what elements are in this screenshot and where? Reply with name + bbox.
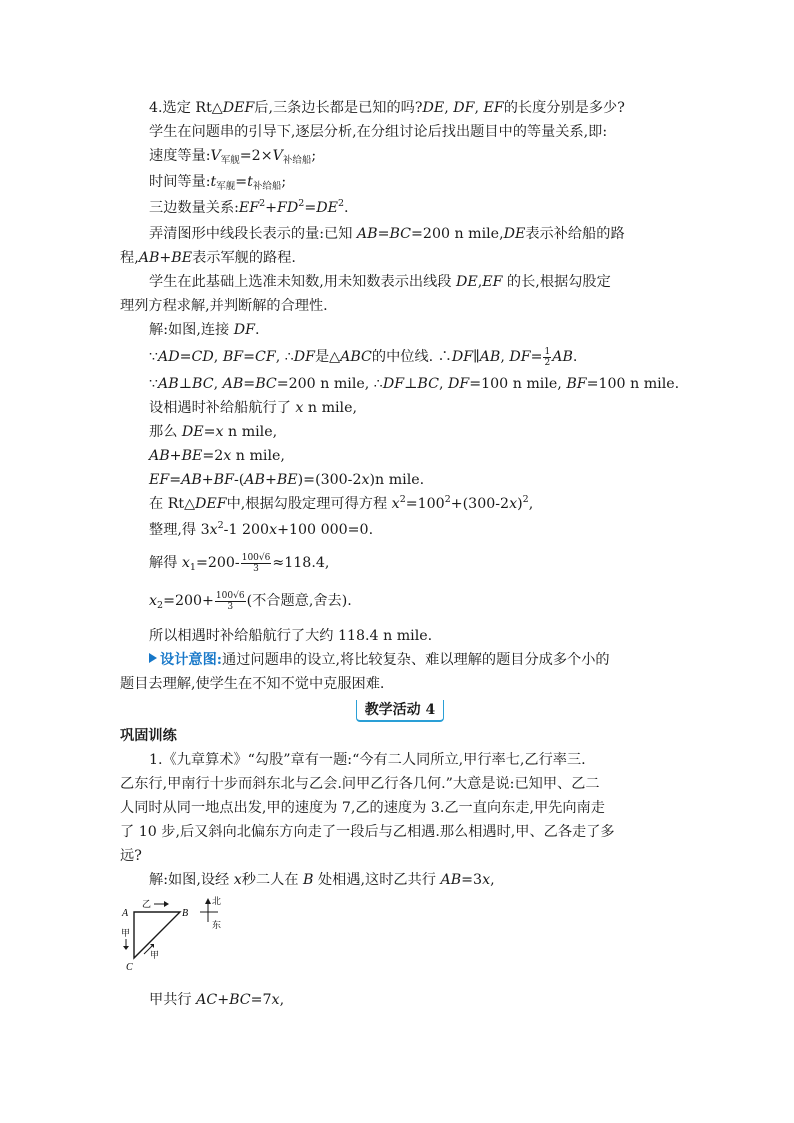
text: ,	[500, 349, 510, 365]
math: x	[149, 593, 158, 609]
triangle-diagram	[120, 894, 280, 986]
activity-heading	[120, 700, 680, 722]
ab-be-expression	[120, 444, 680, 468]
math: EF	[483, 100, 504, 116]
text: +	[217, 992, 230, 1008]
root-1	[120, 548, 680, 578]
fraction-root	[241, 553, 272, 574]
text: 秒二人在	[241, 872, 304, 888]
superscript: 2	[259, 198, 266, 209]
text: ;	[311, 148, 317, 164]
math: FD	[277, 200, 299, 216]
text: =200+	[163, 593, 214, 609]
problem-line-3: 人同时从同一地点出发,甲的速度为 7,乙的速度为 3.乙一直向东走,甲先向南走	[120, 800, 605, 816]
denominator: 3	[253, 563, 259, 574]
math: x	[215, 424, 224, 440]
solution-2-start	[120, 868, 680, 892]
text: ,	[490, 872, 495, 888]
math: AB	[181, 472, 202, 488]
choose-line-1	[120, 270, 680, 294]
text: =100 n mile.	[586, 376, 680, 392]
text: ∵	[149, 349, 159, 365]
text: 的中位线. ∴	[371, 349, 452, 365]
math: AB	[356, 226, 378, 242]
east-arrowhead-icon	[164, 901, 169, 907]
text: +	[265, 200, 278, 216]
design-intent-label: 设计意图:	[160, 652, 222, 668]
text: 在 Rt△	[149, 496, 195, 512]
design-intent-line-1	[120, 648, 680, 672]
point-b-label: B	[182, 908, 189, 919]
text: =2×	[239, 148, 273, 164]
text: 中,根据勾股定理可得方程	[226, 496, 392, 512]
math: DF	[293, 349, 315, 365]
superscript: 2	[217, 520, 224, 531]
text: 处相遇,这时乙共行	[313, 872, 441, 888]
problem-line-4: 了 10 步,后又斜向北偏东方向走了一段后与乙相遇.那么相遇时,甲、乙各走了多	[120, 824, 615, 840]
clarify-line-2	[120, 246, 680, 270]
text: 整理,得 3	[149, 522, 210, 538]
simplified-equation	[120, 518, 680, 544]
text: +(300-2	[450, 496, 510, 512]
text: ∵	[149, 376, 159, 392]
text: ,	[477, 274, 483, 290]
root-2	[120, 586, 680, 616]
math: AD	[158, 349, 180, 365]
time-relation	[120, 170, 680, 196]
math: AB	[440, 872, 462, 888]
text: ,	[438, 376, 448, 392]
text: 甲共行	[149, 992, 197, 1008]
math: x	[271, 992, 280, 1008]
text: ,	[528, 496, 534, 512]
text: 学生在此基础上选准未知数,用未知数表示出线段	[149, 274, 456, 290]
text: 解:如图,设经	[149, 872, 234, 888]
math: x	[233, 872, 242, 888]
superscript: 2	[298, 198, 305, 209]
triangle-marker-icon	[149, 653, 157, 663]
text: ≈118.4,	[272, 555, 330, 571]
math: AB	[158, 376, 179, 392]
text: -1 200	[223, 522, 270, 538]
math: x	[391, 496, 400, 512]
math: DF	[233, 322, 255, 338]
math: x	[181, 555, 190, 571]
text: n mile,	[231, 448, 285, 464]
text: 程,	[120, 250, 139, 266]
text: , ∴	[275, 349, 294, 365]
math: x	[295, 400, 304, 416]
math: BC	[389, 226, 412, 242]
text: )=(300-2	[297, 472, 362, 488]
text: 弄清图形中线段长表示的量:已知	[149, 226, 357, 242]
text: =3	[461, 872, 483, 888]
text: 那么	[149, 424, 182, 440]
text: =100 n mile,	[469, 376, 567, 392]
numerator: 100√6	[215, 590, 245, 601]
math: AC	[196, 992, 218, 1008]
math: CD	[191, 349, 214, 365]
text: +100 000=0.	[277, 522, 374, 538]
speed-relation	[120, 144, 680, 170]
math: BC	[192, 376, 214, 392]
text: =	[203, 424, 216, 440]
ef-expression	[120, 468, 680, 492]
text: ,	[474, 100, 484, 116]
math: AB	[479, 349, 501, 365]
text: n mile,	[303, 400, 357, 416]
math: EF	[482, 274, 503, 290]
math: DF	[453, 100, 475, 116]
perpendicular-step	[120, 372, 680, 396]
text: 时间等量:	[149, 174, 211, 190]
de-expression	[120, 420, 680, 444]
math: BC	[229, 992, 251, 1008]
denominator: 3	[227, 601, 234, 612]
answer: 所以相遇时补给船航行了大约 118.4 n mile.	[149, 628, 433, 644]
math: DEF	[195, 496, 227, 512]
text: =	[243, 376, 256, 392]
subscript: 2	[157, 600, 164, 611]
math: CF	[254, 349, 276, 365]
sides-relation	[120, 196, 680, 222]
text: 解得	[149, 555, 182, 571]
math: t	[247, 174, 253, 190]
point-a-label: A	[122, 908, 129, 919]
math: BE	[171, 250, 193, 266]
solution-start	[120, 318, 680, 342]
math: DF	[382, 376, 405, 392]
text: ⊥	[404, 376, 418, 392]
text: 后,三条边长都是已知的吗?	[254, 100, 423, 116]
text: =200 n mile,	[411, 226, 504, 242]
math: DE	[455, 274, 478, 290]
triangle-figure	[120, 892, 680, 988]
text: 速度等量:	[149, 148, 211, 164]
midline-step	[120, 342, 680, 372]
math: AB	[222, 376, 244, 392]
numerator: 1	[544, 346, 551, 357]
text: =	[169, 472, 182, 488]
math: DF	[509, 349, 531, 365]
math: DE	[316, 200, 338, 216]
math: x	[209, 522, 218, 538]
question-4	[120, 96, 680, 120]
practice-heading: 巩固训练	[120, 728, 177, 744]
superscript: 2	[522, 494, 529, 505]
math: x	[269, 522, 278, 538]
math: AB	[244, 472, 265, 488]
math: DE	[503, 226, 526, 242]
text: =	[235, 174, 248, 190]
text: )	[517, 496, 523, 512]
math: x	[509, 496, 518, 512]
subscript: 补给船	[252, 181, 282, 192]
problem-line-2: 乙东行,甲南行十步而斜东北与乙会.问甲乙行各几何.”大意是说:已知甲、乙二	[120, 776, 600, 792]
text: =200-	[195, 555, 240, 571]
text: 4.选定 Rt△	[149, 100, 223, 116]
superscript: 2	[444, 494, 451, 505]
superscript: 2	[337, 198, 344, 209]
text: ⊥	[178, 376, 193, 392]
pythagorean-equation	[120, 492, 680, 518]
text: )n mile.	[369, 472, 425, 488]
text: +	[201, 472, 214, 488]
math: BF	[222, 349, 244, 365]
math: ABC	[340, 349, 372, 365]
choose-line-2: 理列方程求解,并判断解的合理性.	[120, 298, 328, 314]
subscript: 补给船	[282, 155, 312, 166]
compass-east-label: 东	[212, 921, 222, 931]
text: ,	[444, 100, 454, 116]
problem-line-5: 远?	[120, 848, 142, 864]
math: DE	[181, 424, 204, 440]
text: =	[243, 349, 255, 365]
math: BE	[181, 448, 203, 464]
text: 的长度分别是多少?	[503, 100, 625, 116]
subscript: 军舰	[216, 181, 236, 192]
text: .	[344, 200, 349, 216]
text: ∥	[473, 349, 480, 365]
math: DE	[422, 100, 445, 116]
superscript: 2	[399, 494, 406, 505]
math: BF	[213, 472, 234, 488]
point-c-label: C	[126, 962, 133, 973]
math: BC	[255, 376, 277, 392]
lesson-content	[120, 96, 680, 1012]
text: 解:如图,连接	[149, 322, 234, 338]
text: =7	[250, 992, 272, 1008]
text: .	[572, 349, 578, 365]
yi-label: 乙	[142, 900, 152, 910]
math: B	[303, 872, 314, 888]
text: -(	[233, 472, 245, 488]
text: +	[264, 472, 277, 488]
text: =100	[405, 496, 445, 512]
text: 三边数量关系:	[149, 200, 239, 216]
problem-line-1: 1.《九章算术》“勾股”章有一题:“今有二人同所立,甲行率七,乙行率三.	[149, 752, 586, 768]
math: AB	[552, 349, 573, 365]
math: t	[210, 174, 217, 190]
jia-label-northeast: 甲	[150, 951, 160, 961]
denominator: 2	[544, 357, 551, 368]
design-intent-line-2: 题目去理解,使学生在不知不觉中克服困难.	[120, 676, 385, 692]
text: 设相遇时补给船航行了	[149, 400, 296, 416]
math: x	[482, 872, 491, 888]
text: 表示补给船的路	[525, 226, 625, 242]
text: ;	[281, 174, 287, 190]
guide-paragraph: 学生在问题串的引导下,逐层分析,在分组讨论后找出题目中的等量关系,即:	[149, 124, 608, 140]
math: DF	[451, 349, 474, 365]
let-statement	[120, 396, 680, 420]
math: x	[223, 448, 232, 464]
text: =	[530, 349, 543, 365]
text: =200 n mile, ∴	[276, 376, 383, 392]
jia-label-south: 甲	[121, 929, 131, 939]
compass-north-label: 北	[212, 897, 222, 907]
text: +	[169, 448, 182, 464]
subscript: 军舰	[220, 155, 240, 166]
solution-2-next	[120, 988, 680, 1012]
fraction-root	[215, 591, 246, 612]
text: =	[179, 349, 192, 365]
math: BC	[417, 376, 439, 392]
text: =2	[202, 448, 224, 464]
math: EF	[149, 472, 170, 488]
math: DEF	[222, 100, 255, 116]
text: .	[254, 322, 260, 338]
math: BE	[276, 472, 298, 488]
math: V	[272, 148, 283, 164]
text: 是△	[314, 349, 341, 365]
math: DF	[448, 376, 470, 392]
subscript: 1	[189, 562, 196, 573]
text: 表示军舰的路程.	[192, 250, 296, 266]
text: =	[377, 226, 390, 242]
text: 的长,根据勾股定	[502, 274, 611, 290]
math: x	[361, 472, 370, 488]
text: +	[159, 250, 172, 266]
text: ,	[213, 349, 223, 365]
south-arrowhead-icon	[123, 946, 129, 950]
text: =	[304, 200, 317, 216]
fraction-half	[543, 347, 551, 368]
text: n mile,	[223, 424, 278, 440]
math: EF	[238, 200, 260, 216]
text: ,	[279, 992, 285, 1008]
math: AB	[138, 250, 160, 266]
math: AB	[149, 448, 170, 464]
clarify-line-1	[120, 222, 680, 246]
compass-north-arrow-icon	[205, 898, 211, 904]
numerator: 100√6	[241, 552, 271, 563]
text: (不合题意,舍去).	[246, 593, 352, 609]
math: BF	[566, 376, 587, 392]
text: 通过问题串的设立,将比较复杂、难以理解的题目分成多个小的	[222, 652, 610, 668]
activity-title: 教学活动 4	[356, 700, 445, 722]
math: V	[210, 148, 221, 164]
text: ,	[213, 376, 223, 392]
